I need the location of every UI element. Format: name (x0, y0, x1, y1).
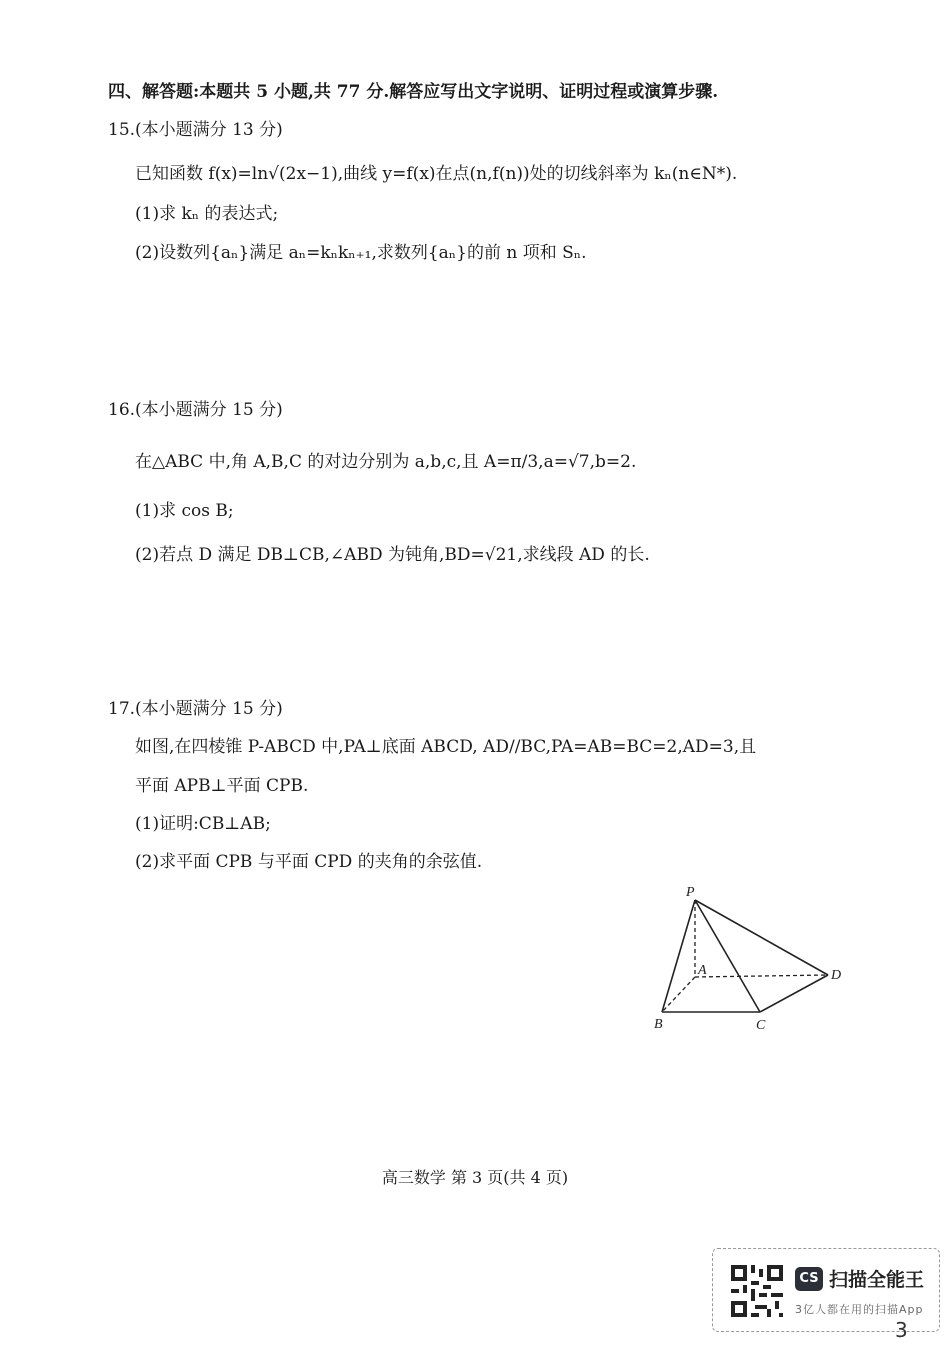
q16-stem: 在△ABC 中,角 A,B,C 的对边分别为 a,b,c,且 A=π/3,a=√7,b=2. (135, 452, 637, 472)
label-b: B (654, 1017, 663, 1032)
q15-part2: (2)设数列{aₙ}满足 aₙ=kₙkₙ₊₁,求数列{aₙ}的前 n 项和 Sₙ. (135, 243, 587, 263)
q15-stem: 已知函数 f(x)=ln√(2x−1),曲线 y=f(x)在点(n,f(n))处的切线斜率为 kₙ(n∈N*). (135, 164, 738, 184)
scanner-slogan: 3亿人都在用的扫描App (795, 1303, 924, 1316)
section-header: 四、解答题:本题共 5 小题,共 77 分.解答应写出文字说明、证明过程或演算步骤. (108, 82, 719, 102)
label-p: P (686, 885, 695, 900)
q17-part2: (2)求平面 CPB 与平面 CPD 的夹角的余弦值. (135, 852, 483, 872)
qr-code-icon (731, 1265, 783, 1317)
edge-pd (695, 900, 828, 975)
pyramid-figure (640, 880, 860, 1040)
cs-logo-icon: CS (795, 1267, 823, 1291)
page-footer: 高三数学 第 3 页(共 4 页) (381, 1168, 569, 1187)
q16-title: 16.(本小题满分 15 分) (108, 400, 283, 420)
q17-stem-line2: 平面 APB⊥平面 CPB. (135, 776, 309, 796)
q17-stem-line1: 如图,在四棱锥 P-ABCD 中,PA⊥底面 ABCD, AD//BC,PA=AB=BC=2,AD=3,且 (135, 737, 757, 757)
q15-part1: (1)求 kₙ 的表达式; (135, 204, 279, 224)
edge-cd (760, 975, 828, 1012)
edge-pc (695, 900, 760, 1012)
q17-part1: (1)证明:CB⊥AB; (135, 814, 271, 834)
label-c: C (756, 1018, 766, 1033)
label-d: D (831, 968, 842, 983)
scanner-name: 扫描全能王 (829, 1269, 925, 1291)
q16-part1: (1)求 cos B; (135, 501, 234, 521)
q17-title: 17.(本小题满分 15 分) (108, 699, 283, 719)
q15-title: 15.(本小题满分 13 分) (108, 120, 283, 140)
page-number: 3 (895, 1318, 908, 1342)
label-a: A (698, 963, 707, 978)
q16-part2: (2)若点 D 满足 DB⊥CB,∠ABD 为钝角,BD=√21,求线段 AD 的长. (135, 545, 650, 565)
edge-ad (695, 975, 828, 977)
